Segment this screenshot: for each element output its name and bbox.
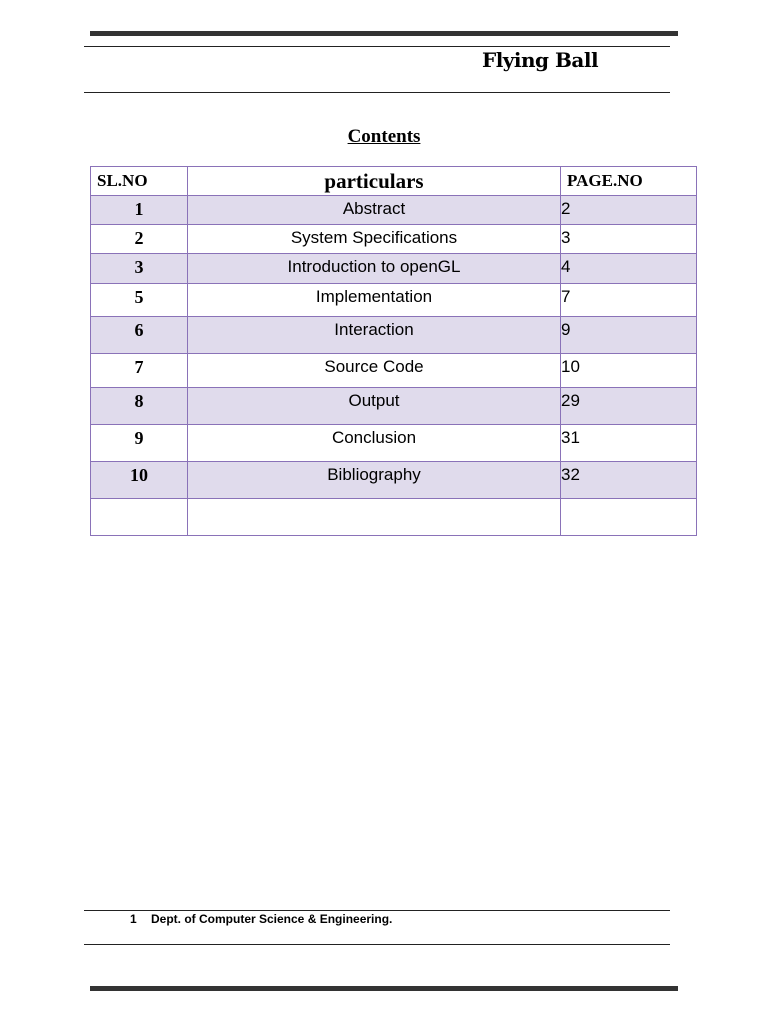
row-particular: Source Code <box>188 354 561 388</box>
row-page-no: 4 <box>561 254 697 284</box>
row-page-no <box>561 499 697 536</box>
department-label: Dept. of Computer Science & Engineering. <box>151 912 393 926</box>
table-row <box>91 254 697 284</box>
table-row <box>91 317 697 354</box>
row-page-no: 2 <box>561 196 697 225</box>
top-border-rule <box>90 31 678 36</box>
row-page-no: 3 <box>561 225 697 254</box>
row-sl-no: 9 <box>91 425 188 462</box>
row-sl-no: 2 <box>91 225 188 254</box>
row-page-no: 32 <box>561 462 697 499</box>
row-particular: Conclusion <box>188 425 561 462</box>
row-sl-no: 7 <box>91 354 188 388</box>
row-sl-no: 5 <box>91 284 188 317</box>
table-row <box>91 225 697 254</box>
table-row <box>91 499 697 536</box>
header-bottom-rule <box>84 92 670 93</box>
column-header-page-no: PAGE.NO <box>561 167 697 196</box>
table-row <box>91 425 697 462</box>
row-sl-no: 3 <box>91 254 188 284</box>
table-row <box>91 354 697 388</box>
footer <box>130 912 392 926</box>
table-header-row <box>91 167 697 196</box>
row-particular <box>188 499 561 536</box>
row-sl-no: 1 <box>91 196 188 225</box>
table-row <box>91 388 697 425</box>
row-particular: Implementation <box>188 284 561 317</box>
row-sl-no: 10 <box>91 462 188 499</box>
row-particular: System Specifications <box>188 225 561 254</box>
header-top-rule <box>84 46 670 47</box>
row-particular: Bibliography <box>188 462 561 499</box>
document-title: Flying Ball <box>482 48 599 72</box>
row-particular: Introduction to openGL <box>188 254 561 284</box>
row-particular: Interaction <box>188 317 561 354</box>
row-page-no: 29 <box>561 388 697 425</box>
contents-table <box>90 166 697 536</box>
row-particular: Output <box>188 388 561 425</box>
page-number: 1 <box>130 912 137 926</box>
row-page-no: 9 <box>561 317 697 354</box>
row-page-no: 7 <box>561 284 697 317</box>
row-sl-no: 8 <box>91 388 188 425</box>
table-row <box>91 284 697 317</box>
contents-heading: Contents <box>347 126 421 147</box>
row-particular: Abstract <box>188 196 561 225</box>
bottom-border-rule <box>90 986 678 991</box>
row-sl-no: 6 <box>91 317 188 354</box>
table-row <box>91 196 697 225</box>
row-page-no: 10 <box>561 354 697 388</box>
table-row <box>91 462 697 499</box>
column-header-sl-no: SL.NO <box>91 167 188 196</box>
footer-top-rule <box>84 910 670 911</box>
row-page-no: 31 <box>561 425 697 462</box>
row-sl-no <box>91 499 188 536</box>
footer-bottom-rule <box>84 944 670 945</box>
column-header-particulars: particulars <box>188 167 561 196</box>
